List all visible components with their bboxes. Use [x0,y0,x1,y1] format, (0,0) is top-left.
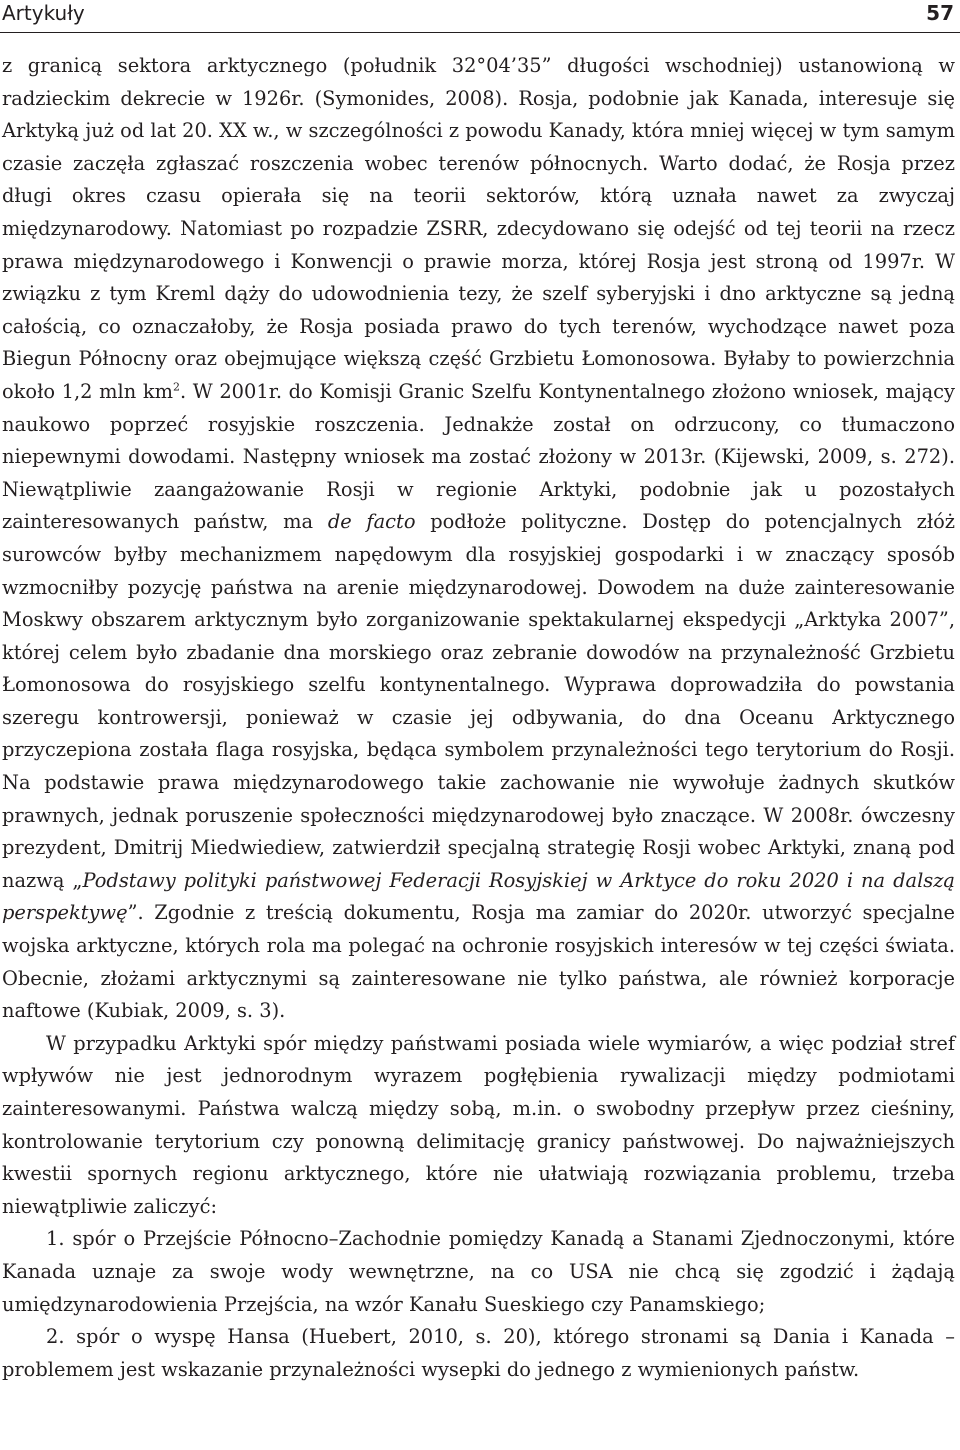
paragraph-2: W przypadku Arktyki spór między państwami posiada wiele wymiarów, a więc podział stref wpływów nie jest jednorodnym wyrazem pogłębienia rywalizacji między podmiotami zainteresowanymi. Państwa walczą między sobą, m.in. o swobodny przepływ przez cieśniny, kontrolowanie terytorium czy ponowną delimitację granicy państwowej. Do najważniejszych kwestii spornych regionu arktycznego, które nie ułatwiają rozwiązania problemu, trzeba niewątpliwie zaliczyć: [2,1031,955,1218]
list-text-1: spór o Przejście Północno–Zachodnie pomiędzy Kanadą a Stanami Zjednoczonymi, które Kanada uznaje za swoje wody wewnętrzne, na co USA nie chcą się zgodzić i żądają umiędzynarodowienia Przejścia, na wzór Kanału Sueskiego czy Panamskiego; [2,1227,955,1316]
paragraph-1-text-d: ”. Zgodnie z treścią dokumentu, Rosja ma zamiar do 2020r. utworzyć specjalne wojska arktyczne, których rola ma polegać na ochronie rosyjskich interesów w tej części świata. Obecnie, złożami arktycznymi są zainteresowane nie tylko państwa, ale również korporacje naftowe (Kubiak, 2009, s. 3). [2,901,955,1023]
italic-de-facto: de facto [327,510,416,534]
running-header-title: Artykuły [2,1,85,25]
list-text-2: spór o wyspę Hansa (Huebert, 2010, s. 20), którego stronami są Dania i Kanada – problemem jest wskazanie przynależności wysepki do jednego z wymienionych państw. [2,1325,955,1381]
list-item-1 [2,1223,955,1321]
paragraph-1 [2,50,955,1028]
italic-document-title: Podstawy polityki państwowej Federacji Rosyjskiej w Arktyce do roku 2020 i na dalszą perspektywę [2,868,955,925]
superscript-2: 2 [173,380,180,394]
page-header [0,0,960,36]
page-number: 57 [926,1,954,25]
paragraph-1-text-b: . W 2001r. do Komisji Granic Szelfu Kontynentalnego złożono wniosek, mający naukowo poprzeć rosyjskie roszczenia. Jednakże został on odrzucony, co tłumaczono niepewnymi dowodami. Następny wniosek ma zostać złożony w 2013r. (Kijewski, 2009, s. 272). Niewątpliwie zaangażowanie Rosji w regionie Arktyki, podobnie jak u pozostałych zainteresowanych państw, ma [2,379,955,534]
paragraph-1-text-c: podłoże polityczne. Dostęp do potencjalnych złóż surowców byłby mechanizmem napędowym dla rosyjskiej gospodarki i w znaczący sposób wzmocniłby pozycję państwa na arenie międzynarodowej. Dowodem na duże zainteresowanie Moskwy obszarem arktycznym było zorganizowanie spektakularnej ekspedycji „Arktyka 2007”, której celem było zbadanie dna morskiego oraz zebranie dowodów na przynależność Grzbietu Łomonosowa do rosyjskiego szelfu kontynentalnego. Wyprawa doprowadziła do powstania szeregu kontrowersji, ponieważ w czasie jej odbywania, do dna Oceanu Arktycznego przyczepiona została flaga rosyjska, będąca symbolem przynależności tego terytorium do Rosji. Na podstawie prawa międzynarodowego takie zachowanie nie wywołuje żadnych skutków prawnych, jednak poruszenie społeczności międzynarodowej było znaczące. W 2008r. ówczesny prezydent, Dmitrij Miedwiediew, zatwierdził specjalną strategię Rosji wobec Arktyki, znaną pod nazwą „ [2,510,955,892]
article-body [2,50,955,1386]
paragraph-1-text-a: z granicą sektora arktycznego (południk 32°04’35” długości wschodniej) ustanowioną w radzieckim dekrecie w 1926r. (Symonides, 2008). Rosja, podobnie jak Kanada, interesuje się Arktyką już od lat 20. XX w., w szczególności z powodu Kanady, która mniej więcej w tym samym czasie zaczęła zgłaszać roszczenia wobec terenów północnych. Warto dodać, że Rosja przez długi okres czasu opierała się na teorii sektorów, którą uznała nawet za zwyczaj międzynarodowy. Natomiast po rozpadzie ZSRR, zdecydowano się odejść od tej teorii na rzecz prawa międzynarodowego i Konwencji o prawie morza, której Rosja jest stroną od 1997r. W związku z tym Kreml dąży do udowodnienia tezy, że szelf syberyjski i dno arktyczne są jedną całością, co oznaczałoby, że Rosja posiada prawo do tych terenów, wychodzące nawet poza Biegun Północny oraz obejmujące większą część Grzbietu Łomonosowa. Byłaby to powierzchnia około 1,2 mln km [2,54,955,403]
list-marker-1: 1. [46,1227,65,1251]
list-item-2 [2,1321,955,1386]
header-divider [0,32,960,33]
list-marker-2: 2. [46,1325,65,1349]
